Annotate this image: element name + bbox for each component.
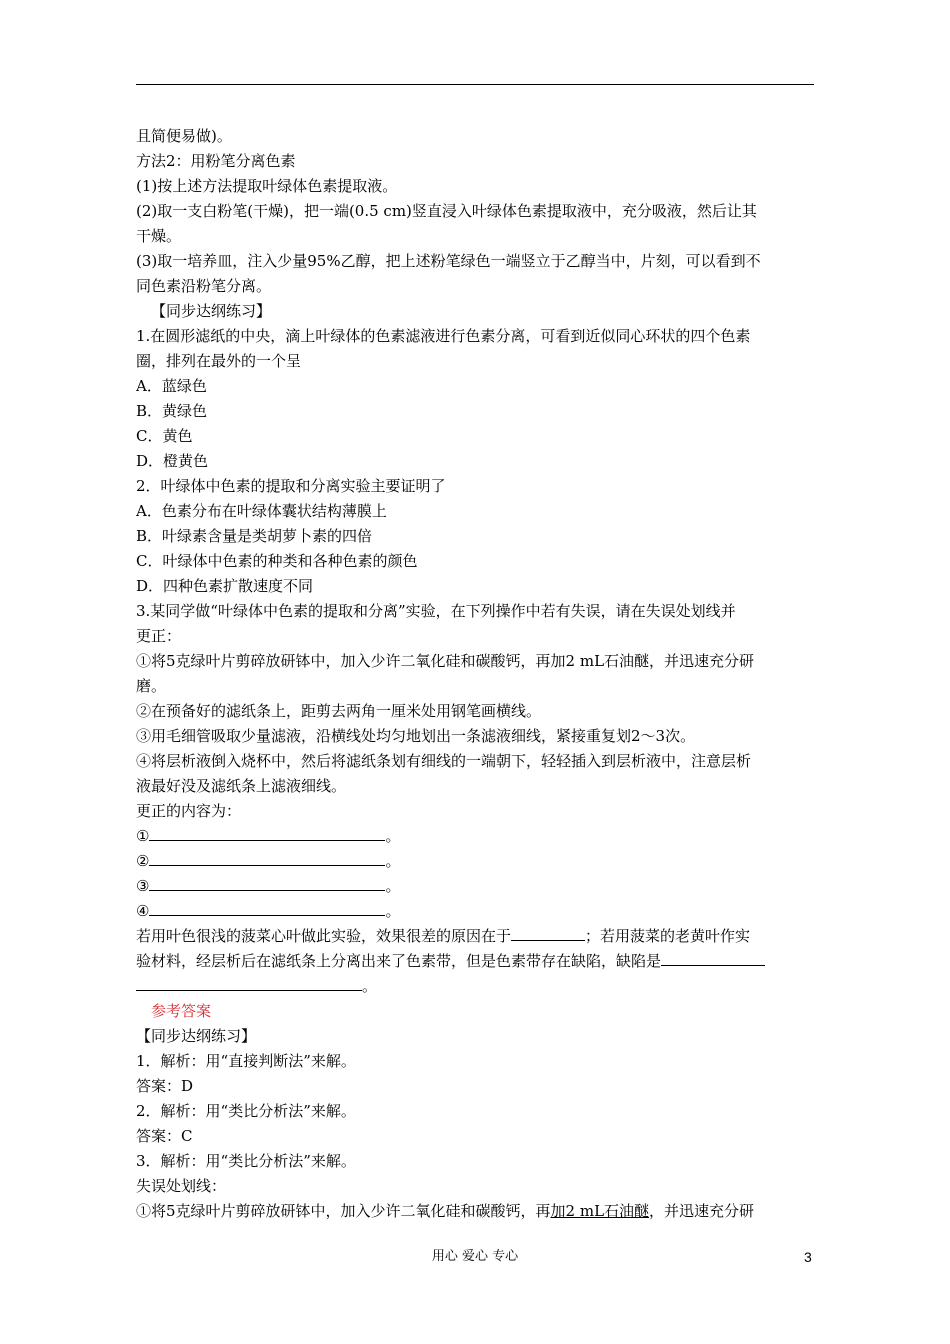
follow-up-question-end [136, 974, 816, 999]
option-d: D．四种色素扩散速度不同 [136, 577, 314, 595]
header-rule [136, 84, 814, 85]
analysis-1: 1．解析：用“直接判断法”来解。 [136, 1052, 356, 1070]
answer-2: 答案：C [136, 1127, 193, 1145]
step-1: ①将5克绿叶片剪碎放研钵中，加入少许二氧化硅和碳酸钙，再加2 mL石油醚，并迅速充分研 [136, 652, 755, 670]
answer-blank [149, 900, 385, 916]
document-body [136, 124, 816, 1224]
text-line: 干燥。 [136, 227, 182, 245]
section-heading: 【同步达纲练习】 [151, 302, 272, 320]
answer-heading: 参考答案 [151, 1002, 212, 1020]
period: 。 [362, 977, 378, 995]
follow-up-question-cont [136, 949, 816, 974]
question-1-cont: 圈，排列在最外的一个呈 [136, 352, 302, 370]
answer-blank [149, 850, 385, 866]
text-line: 同色素沿粉笔分离。 [136, 277, 272, 295]
answer-blank [149, 875, 385, 891]
option-d: D．橙黄色 [136, 452, 209, 470]
question-1: 1.在圆形滤纸的中央，滴上叶绿体的色素滤液进行色素分离，可看到近似同心环状的四个色素 [136, 327, 751, 345]
text-line: (2)取一支白粉笔(干燥)，把一端(0.5 cm)竖直浸入叶绿体色素提取液中，充分吸液，然后让其 [136, 202, 757, 220]
question-2: 2．叶绿体中色素的提取和分离实验主要证明了 [136, 477, 446, 495]
error-heading: 失误处划线： [136, 1177, 227, 1195]
correction-4 [136, 899, 816, 924]
answer-blank [136, 975, 362, 991]
answer-1: 答案：D [136, 1077, 194, 1095]
text-line: (1)按上述方法提取叶绿体色素提取液。 [136, 177, 398, 195]
error-line-1 [136, 1199, 816, 1224]
correction-heading: 更正的内容为： [136, 802, 242, 820]
answer-blank [149, 825, 385, 841]
question-text: ；若用菠菜的老黄叶作实 [585, 927, 751, 945]
option-b: B．黄绿色 [136, 402, 208, 420]
text-segment: ，并迅速充分研 [649, 1202, 755, 1220]
option-a: A．色素分布在叶绿体囊状结构薄膜上 [136, 502, 387, 520]
answer-blank [511, 925, 585, 941]
correction-3 [136, 874, 816, 899]
text-line: 且简便易做)。 [136, 127, 232, 145]
correction-2 [136, 849, 816, 874]
option-c: C．叶绿体中色素的种类和各种色素的颜色 [136, 552, 418, 570]
question-3: 3.某同学做“叶绿体中色素的提取和分离”实验，在下列操作中若有失误，请在失误处划线并 [136, 602, 736, 620]
method-heading: 方法2：用粉笔分离色素 [136, 152, 296, 170]
text-line: (3)取一培养皿，注入少量95%乙醇，把上述粉笔绿色一端竖立于乙醇当中，片刻，可以看到不 [136, 252, 761, 270]
footer-motto: 用心 爱心 专心 [431, 1249, 519, 1264]
period: 。 [385, 852, 401, 870]
correction-1 [136, 824, 816, 849]
step-4: ④将层析液倒入烧杯中，然后将滤纸条划有细线的一端朝下，轻轻插入到层析液中，注意层析 [136, 752, 752, 770]
circled-number: ④ [136, 902, 150, 920]
period: 。 [385, 827, 401, 845]
step-1-cont: 磨。 [136, 677, 167, 695]
page-number: 3 [804, 1249, 812, 1265]
question-3-cont: 更正： [136, 627, 182, 645]
option-a: A．蓝绿色 [136, 377, 207, 395]
option-c: C．黄色 [136, 427, 193, 445]
step-4-cont: 液最好没及滤纸条上滤液细线。 [136, 777, 347, 795]
circled-number: ③ [136, 877, 150, 895]
circled-number: ① [136, 827, 150, 845]
step-3: ③用毛细管吸取少量滤液，沿横线处均匀地划出一条滤液细线，紧接重复划2～3次。 [136, 727, 696, 745]
text-segment: ①将5克绿叶片剪碎放研钵中，加入少许二氧化硅和碳酸钙，再 [136, 1202, 551, 1220]
follow-up-question [136, 924, 816, 949]
analysis-3: 3．解析：用“类比分析法”来解。 [136, 1152, 356, 1170]
answer-blank [661, 950, 765, 966]
question-text: 验材料，经层析后在滤纸条上分离出来了色素带，但是色素带存在缺陷，缺陷是 [136, 952, 662, 970]
step-2: ②在预备好的滤纸条上，距剪去两角一厘米处用钢笔画横线。 [136, 702, 542, 720]
period: 。 [385, 877, 401, 895]
underlined-error: 加2 mL石油醚 [550, 1202, 650, 1220]
circled-number: ② [136, 852, 150, 870]
option-b: B．叶绿素含量是类胡萝卜素的四倍 [136, 527, 373, 545]
analysis-2: 2．解析：用“类比分析法”来解。 [136, 1102, 356, 1120]
section-heading: 【同步达纲练习】 [136, 1027, 257, 1045]
period: 。 [385, 902, 401, 920]
question-text: 若用叶色很浅的菠菜心叶做此实验，效果很差的原因在于 [136, 927, 512, 945]
